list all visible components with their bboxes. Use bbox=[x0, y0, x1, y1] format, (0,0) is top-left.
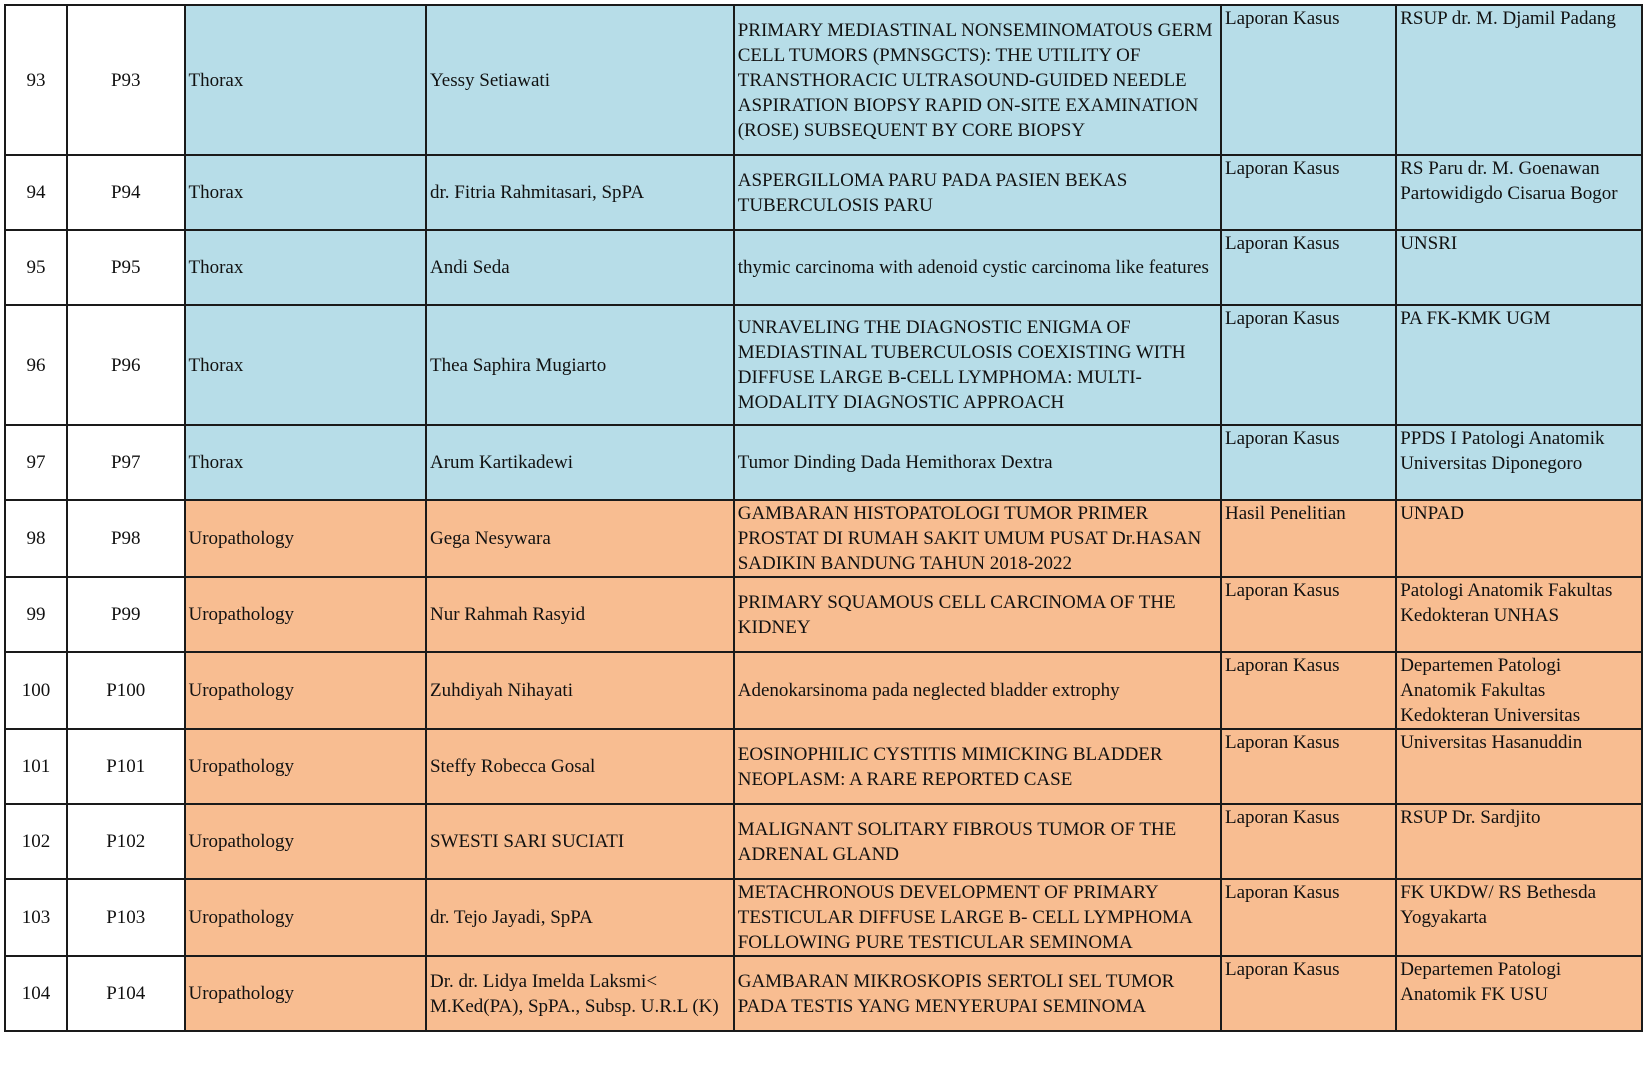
author-cell: Steffy Robecca Gosal bbox=[426, 729, 734, 804]
title-cell: METACHRONOUS DEVELOPMENT OF PRIMARY TESTICULAR DIFFUSE LARGE B- CELL LYMPHOMA FOLLOWING PURE TESTICULAR SEMINOMA bbox=[734, 879, 1221, 956]
author-cell: Zuhdiyah Nihayati bbox=[426, 652, 734, 729]
table-row bbox=[5, 652, 1642, 729]
author-cell: dr. Tejo Jayadi, SpPA bbox=[426, 879, 734, 956]
institution-cell: RS Paru dr. M. Goenawan Partowidigdo Cisarua Bogor bbox=[1396, 155, 1642, 230]
institution-cell: Departemen Patologi Anatomik FK USU bbox=[1396, 956, 1642, 1031]
title-cell: thymic carcinoma with adenoid cystic carcinoma like features bbox=[734, 230, 1221, 305]
author-cell: Yessy Setiawati bbox=[426, 5, 734, 155]
author-cell: dr. Fitria Rahmitasari, SpPA bbox=[426, 155, 734, 230]
title-cell: PRIMARY MEDIASTINAL NONSEMINOMATOUS GERM CELL TUMORS (PMNSGCTS): THE UTILITY OF TRANSTHORACIC ULTRASOUND-GUIDED NEEDLE ASPIRATION BIOPSY RAPID ON-SITE EXAMINATION (ROSE) SUBSEQUENT BY CORE BIOPSY bbox=[734, 5, 1221, 155]
institution-cell: FK UKDW/ RS Bethesda Yogyakarta bbox=[1396, 879, 1642, 956]
title-cell: UNRAVELING THE DIAGNOSTIC ENIGMA OF MEDIASTINAL TUBERCULOSIS COEXISTING WITH DIFFUSE LARGE B-CELL LYMPHOMA: MULTI-MODALITY DIAGNOSTIC APPROACH bbox=[734, 305, 1221, 425]
poster-code: P97 bbox=[67, 425, 185, 500]
type-cell: Laporan Kasus bbox=[1221, 956, 1396, 1031]
type-cell: Laporan Kasus bbox=[1221, 425, 1396, 500]
table-row bbox=[5, 5, 1642, 155]
poster-code: P98 bbox=[67, 500, 185, 577]
poster-code: P101 bbox=[67, 729, 185, 804]
type-cell: Laporan Kasus bbox=[1221, 804, 1396, 879]
row-number: 97 bbox=[5, 425, 67, 500]
title-cell: GAMBARAN HISTOPATOLOGI TUMOR PRIMER PROSTAT DI RUMAH SAKIT UMUM PUSAT Dr.HASAN SADIKIN BANDUNG TAHUN 2018-2022 bbox=[734, 500, 1221, 577]
institution-cell: UNSRI bbox=[1396, 230, 1642, 305]
poster-code: P100 bbox=[67, 652, 185, 729]
type-cell: Laporan Kasus bbox=[1221, 577, 1396, 652]
topic-cell: Uropathology bbox=[185, 500, 426, 577]
table-row bbox=[5, 500, 1642, 577]
table-row bbox=[5, 879, 1642, 956]
title-cell: Tumor Dinding Dada Hemithorax Dextra bbox=[734, 425, 1221, 500]
author-cell: Dr. dr. Lidya Imelda Laksmi< M.Ked(PA), SpPA., Subsp. U.R.L (K) bbox=[426, 956, 734, 1031]
table-row bbox=[5, 425, 1642, 500]
author-cell: Gega Nesywara bbox=[426, 500, 734, 577]
topic-cell: Thorax bbox=[185, 5, 426, 155]
poster-code: P99 bbox=[67, 577, 185, 652]
topic-cell: Uropathology bbox=[185, 879, 426, 956]
poster-code: P95 bbox=[67, 230, 185, 305]
title-cell: PRIMARY SQUAMOUS CELL CARCINOMA OF THE KIDNEY bbox=[734, 577, 1221, 652]
topic-cell: Thorax bbox=[185, 305, 426, 425]
type-cell: Laporan Kasus bbox=[1221, 729, 1396, 804]
table-row bbox=[5, 956, 1642, 1031]
topic-cell: Thorax bbox=[185, 230, 426, 305]
topic-cell: Uropathology bbox=[185, 652, 426, 729]
type-cell: Laporan Kasus bbox=[1221, 305, 1396, 425]
row-number: 103 bbox=[5, 879, 67, 956]
topic-cell: Uropathology bbox=[185, 729, 426, 804]
topic-cell: Thorax bbox=[185, 155, 426, 230]
row-number: 94 bbox=[5, 155, 67, 230]
poster-table bbox=[4, 4, 1643, 1032]
poster-code: P104 bbox=[67, 956, 185, 1031]
poster-code: P93 bbox=[67, 5, 185, 155]
institution-cell: PPDS I Patologi Anatomik Universitas Diponegoro bbox=[1396, 425, 1642, 500]
table-row bbox=[5, 577, 1642, 652]
author-cell: SWESTI SARI SUCIATI bbox=[426, 804, 734, 879]
row-number: 95 bbox=[5, 230, 67, 305]
row-number: 102 bbox=[5, 804, 67, 879]
title-cell: GAMBARAN MIKROSKOPIS SERTOLI SEL TUMOR PADA TESTIS YANG MENYERUPAI SEMINOMA bbox=[734, 956, 1221, 1031]
row-number: 101 bbox=[5, 729, 67, 804]
type-cell: Laporan Kasus bbox=[1221, 879, 1396, 956]
table-row bbox=[5, 729, 1642, 804]
topic-cell: Uropathology bbox=[185, 577, 426, 652]
institution-cell: PA FK-KMK UGM bbox=[1396, 305, 1642, 425]
row-number: 96 bbox=[5, 305, 67, 425]
institution-cell: RSUP dr. M. Djamil Padang bbox=[1396, 5, 1642, 155]
title-cell: Adenokarsinoma pada neglected bladder extrophy bbox=[734, 652, 1221, 729]
type-cell: Hasil Penelitian bbox=[1221, 500, 1396, 577]
type-cell: Laporan Kasus bbox=[1221, 652, 1396, 729]
type-cell: Laporan Kasus bbox=[1221, 5, 1396, 155]
topic-cell: Thorax bbox=[185, 425, 426, 500]
institution-cell: Universitas Hasanuddin bbox=[1396, 729, 1642, 804]
table-row bbox=[5, 155, 1642, 230]
author-cell: Nur Rahmah Rasyid bbox=[426, 577, 734, 652]
institution-cell: RSUP Dr. Sardjito bbox=[1396, 804, 1642, 879]
author-cell: Andi Seda bbox=[426, 230, 734, 305]
topic-cell: Uropathology bbox=[185, 804, 426, 879]
title-cell: ASPERGILLOMA PARU PADA PASIEN BEKAS TUBERCULOSIS PARU bbox=[734, 155, 1221, 230]
row-number: 100 bbox=[5, 652, 67, 729]
row-number: 93 bbox=[5, 5, 67, 155]
poster-code: P103 bbox=[67, 879, 185, 956]
type-cell: Laporan Kasus bbox=[1221, 155, 1396, 230]
author-cell: Thea Saphira Mugiarto bbox=[426, 305, 734, 425]
topic-cell: Uropathology bbox=[185, 956, 426, 1031]
row-number: 99 bbox=[5, 577, 67, 652]
poster-code: P96 bbox=[67, 305, 185, 425]
table-row bbox=[5, 305, 1642, 425]
institution-cell: Patologi Anatomik Fakultas Kedokteran UNHAS bbox=[1396, 577, 1642, 652]
institution-cell: Departemen Patologi Anatomik Fakultas Kedokteran Universitas bbox=[1396, 652, 1642, 729]
row-number: 98 bbox=[5, 500, 67, 577]
type-cell: Laporan Kasus bbox=[1221, 230, 1396, 305]
poster-code: P94 bbox=[67, 155, 185, 230]
row-number: 104 bbox=[5, 956, 67, 1031]
table-row bbox=[5, 804, 1642, 879]
table-row bbox=[5, 230, 1642, 305]
author-cell: Arum Kartikadewi bbox=[426, 425, 734, 500]
poster-code: P102 bbox=[67, 804, 185, 879]
institution-cell: UNPAD bbox=[1396, 500, 1642, 577]
title-cell: EOSINOPHILIC CYSTITIS MIMICKING BLADDER NEOPLASM: A RARE REPORTED CASE bbox=[734, 729, 1221, 804]
title-cell: MALIGNANT SOLITARY FIBROUS TUMOR OF THE ADRENAL GLAND bbox=[734, 804, 1221, 879]
